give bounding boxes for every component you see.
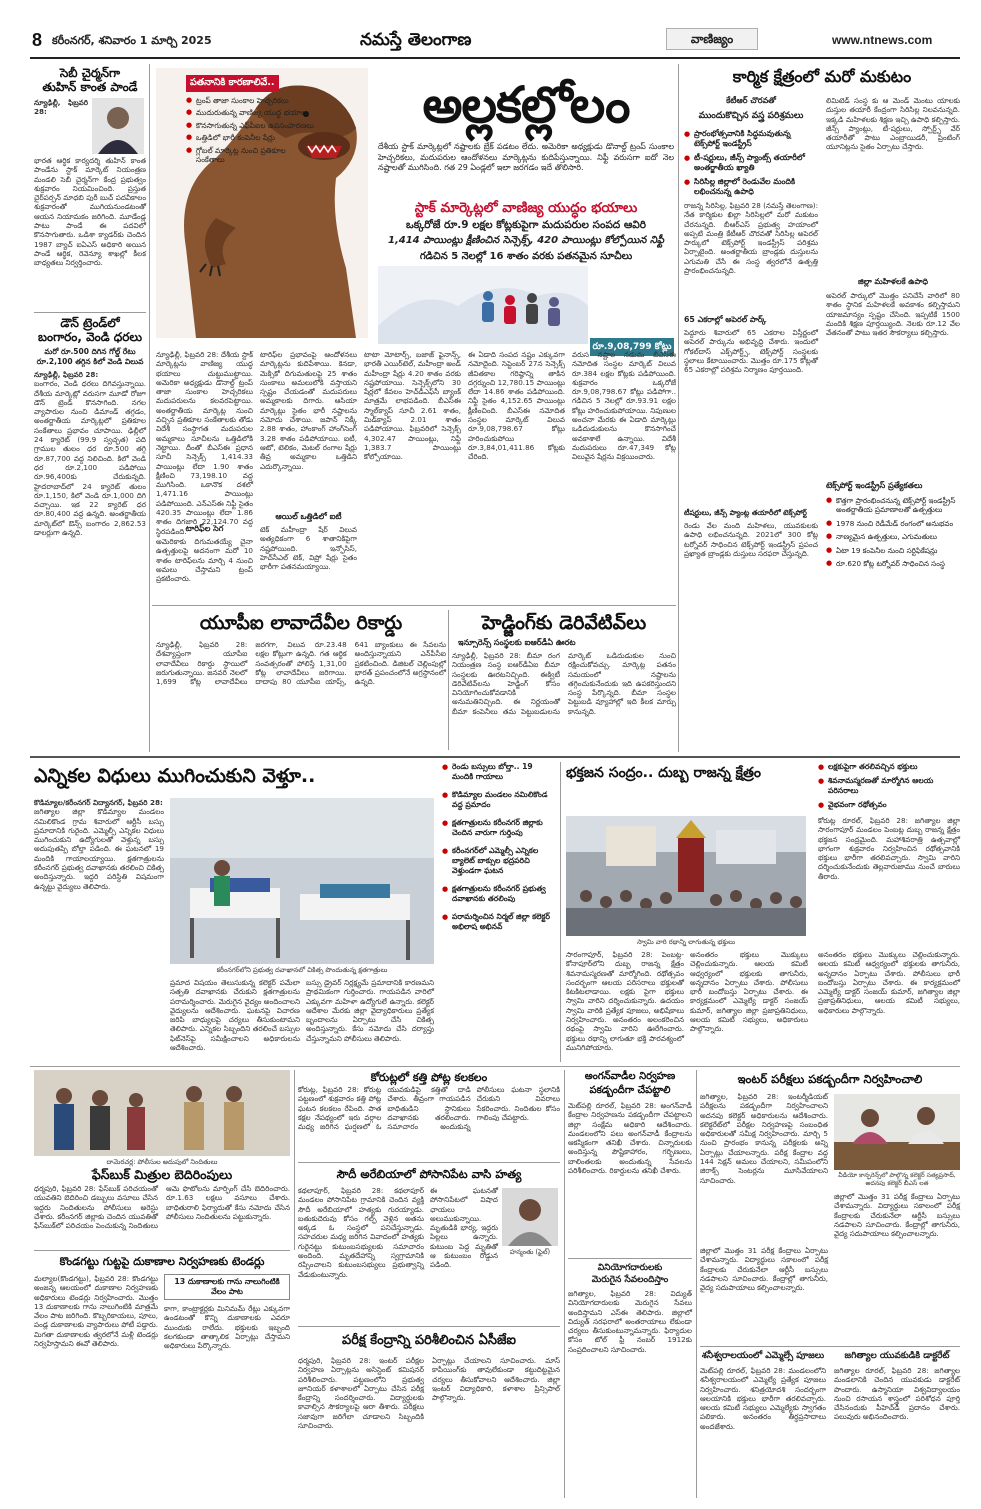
headline: సౌదీ అరేబియాలో పోసానిపేట వాసి హత్య [336, 1167, 522, 1181]
korutla-article [298, 1070, 560, 1160]
deck: స్టాక్ మార్కెట్లలో వాణిజ్య యుద్ధం భయాలు [414, 200, 638, 216]
procession-photo [566, 816, 806, 936]
highlight-item: ● రెండు బస్సులు బోల్తా.. 19 మందికి గాయాలు [442, 762, 556, 782]
headline: తుహిన్ కాంత పాండే [42, 80, 138, 94]
divider [564, 1070, 565, 1498]
reason-item: ● ట్రంప్ తాజా సుంకాల హెచ్చరికలు [186, 96, 316, 105]
highlights-list [684, 129, 818, 197]
elections-article [34, 762, 556, 1062]
website[interactable]: www.ntnews.com [832, 33, 933, 47]
article-body: రాజన్న సిరిసిల్ల, ఫిబ్రవరి 28 (నమస్తే తెలంగాణ): నేత కార్మికుల ఖిల్లా సిరిసిల్లలో మరో మకుటం చేరనున్నది. బీఆర్‌ఎస్ ప్రభుత్వ హయాంలో అప్పటి మంత్రి కేటీఆర్ చొరవతో సిరిసిల్ల అపెరల్ పార్కులో టెక్స్‌పోర్ట్ ఇండస్ట్రీస్ పరిశ్రమ ఏర్పాటైంది. అంతర్జాతీయ బ్రాండ్లకు దుస్తులను ఎగుమతి చేసే ఈ సంస్థ త్వరలోనే ఉత్పత్తి ప్రారంభించనున్నది. [684, 201, 818, 276]
feature-item: ● కొత్తగా ప్రారంభించనున్న టెక్స్‌పోర్ట్ ఇండస్ట్రీస్ అంతర్జాతీయ ప్రమాణాలతో ఉత్పత్తులు [826, 496, 960, 515]
divider [696, 1070, 697, 1498]
article-body: అపెరల్ పార్కులో మొత్తం పనిచేసే వారిలో 80 శాతం స్థానిక మహిళలకే అవకాశం కల్పిస్తామని యాజమాన్యం స్పష్టం చేసింది. ఇప్పటికే 1500 మందికి శిక్షణ పూర్తయ్యింది. నెలకు రూ.12 వేల వేతనంతో పాటు ఇతర సౌకర్యాలు కల్పిస్తారు. [826, 291, 960, 338]
dateline: కొడిమ్యాల/కరీంనగర్ విద్యానగర్, ఫిబ్రవరి 28: [34, 798, 163, 807]
column-text: అమెరికాకు దిగుమతయ్యే చైనా ఉత్పత్తులపై అదనంగా మరో 10 శాతం టారిఫ్‌లను మార్చి 4 నుంచి అమలు చేస్తామని ట్రంప్ ప్రకటించారు. [156, 537, 253, 584]
article-body: అనంతరం భక్తులు మొక్కులు చెల్లించుకున్నారు. ఆలయ కమిటీ ఆధ్వర్యంలో భక్తులకు తాగునీరు, అన్నదానం ఏర్పాటు చేశారు. పోలీసులు భారీ బందోబస్తు ఏర్పాటు చేశారు. ఈ కార్యక్రమంలో ఎమ్మెల్యే డాక్టర్ సంజయ్ కుమార్, జగిత్యాల జిల్లా ప్రజాప్రతినిధులు, ఆలయ కమిటీ సభ్యులు, అధికారులు పాల్గొన్నారు. [690, 950, 808, 1034]
article-body: సారంగాపూర్, ఫిబ్రవరి 28: పెంబట్ల-కోనాపూర్‌లోని దుబ్బ రాజన్న క్షేత్రం శివనామస్మరణతో మార్మోగింది. రథోత్సవం సందర్భంగా ఆలయ పరిసరాలు భక్తులతో కిటకిటలాడాయి. లక్షకు పైగా భక్తులు స్వామి వారిని దర్శించుకున్నారు. ఉదయం స్వామి వారికి ప్రత్యేక పూజలు, అభిషేకాలు నిర్వహించారు. అనంతరం అలంకరించిన రథంపై స్వామి వారిని ఊరేగించారు. భక్తులు రథాన్ని లాగుతూ భక్తి పారవశ్యంలో మునిగిపోయారు. [566, 950, 684, 1052]
main-headline: అల్లకల్లోలం [422, 76, 630, 134]
gold-article [34, 316, 146, 752]
highlight-item: ● కరీంనగర్‌లో ఎమ్మెల్సీ ఎన్నికల బ్యాలెట్ బాక్సుల భద్రపరిచి వెళ్తుండగా ఘటన [442, 846, 556, 876]
headline: ఇంటర్ పరీక్షలు పకడ్బందీగా నిర్వహించాలి [737, 1072, 923, 1086]
article-body: కోరుట్ల రూరల్, ఫిబ్రవరి 28: జగిత్యాల జిల్లా సారంగాపూర్ మండలం పెంబట్ల దుబ్బ రాజన్న క్షేత్రం భక్తజన సంద్రమైంది. మహాశివరాత్రి ఉత్సవాల్లో భాగంగా శుక్రవారం నిర్వహించిన రథోత్సవానికి భక్తులు భారీగా తరలివచ్చారు. స్వామి వారిని దర్శించుకునేందుకు తెల్లవారుజాము నుంచే బారులు తీరారు. [818, 816, 960, 881]
subhead: 65 ఎకరాల్లో అపెరల్ పార్క్ [684, 315, 767, 324]
subhead: టీషర్టులు, జీన్స్ ప్యాంట్ల తయారీలో టెక్స్‌పోర్ట్ [684, 508, 807, 517]
portrait-photo [92, 98, 144, 154]
sub-deck: గడిచిన 5 నెలల్లో 16 శాతం వరకు పతనమైన సూచీలు [419, 251, 633, 262]
subhead: జిల్లా మహిళలకే ఉపాధి [857, 277, 929, 286]
subhead: టారిఫ్‌ల సెగ [185, 524, 224, 533]
article-body: రెండు వేల మంది మహిళలు, యువకులకు ఉపాధి లభించనున్నది. 2021లో 300 కోట్ల టర్నోవర్ సాధించిన టెక్స్‌పోర్ట్ ఇండస్ట్రీస్ ప్రపంచ ప్రఖ్యాత బ్రాండ్లకు దుస్తులు సరఫరా చేస్తున్నది. [684, 521, 818, 558]
feature-item: ● రూ.620 కోట్ల టర్నోవర్ సాధించిన సంస్థ [826, 559, 960, 568]
upi-article [156, 610, 446, 752]
intro-text: దేశీయ స్టాక్ మార్కెట్లలో నష్టాలకు బ్రేక్ పడటం లేదు. అమెరికా అధ్యక్షుడు డొనాల్డ్ ట్రంప్ సుంకాల హెచ్చరికలు, మదుపరుల ఆందోళనలు మార్కెట్లను కుదిపేస్తున్నాయి. నిఫ్టీ వరుసగా ఐదో నెల నష్టాలతో ముగిసింది. గత 29 ఏండ్లలో ఇలా జరగడం ఇదే తొలిసారి. [378, 142, 674, 172]
article-body: ప్రమాద విషయం తెలుసుకున్న కలెక్టర్ పమేలా సత్పతి దవాఖానకు చేరుకుని క్షతగాత్రులను పరామర్శించారు. మెరుగైన వైద్యం అందించాలని వైద్యులను ఆదేశించారు. ఘటనపై విచారణ జరిపి బాధ్యులపై చర్యలు తీసుకుంటామని తెలిపారు. ఎన్నికల సిబ్బందిని తరలించే బస్సుల ఫిట్‌నెస్‌పై సమీక్షించాలని అధికారులను ఆదేశించారు. [170, 978, 300, 1053]
highlights-list [442, 762, 556, 932]
divider [678, 64, 679, 752]
hospital-photo [170, 798, 434, 964]
subheadline: జగిత్యాల యువకుడికి డాక్టరేట్ [844, 1351, 950, 1361]
article-body: జగిత్యాల, ఫిబ్రవరి 28: ఇంటర్మీడియట్ పరీక్షలను పకడ్బందీగా నిర్వహించాలని అదనపు కలెక్టర్ అధికారులను ఆదేశించారు. కలెక్టరేట్‌లో పరీక్షల నిర్వహణపై సంబంధిత అధికారులతో సమీక్ష నిర్వహించారు. మార్చి 5 నుంచి ప్రారంభం కానున్న పరీక్షలకు అన్ని ఏర్పాట్లు చేయాలన్నారు. పరీక్ష కేంద్రాల వద్ద 144 సెక్షన్ అమలు చేయాలని, సమీపంలోని జిరాక్స్ సెంటర్లను మూసివేయాలని సూచించారు. [700, 1092, 828, 1185]
article-body: మల్యాల(కొండగట్టు), ఫిబ్రవరి 28: కొండగట్టు అంజన్న ఆలయంలో దుకాణాల నిర్వహణకు అధికారులు టెండర్లు నిర్వహించారు. మొత్తం 13 దుకాణాలకు గాను నాలుగింటికి మాత్రమే వేలం పాట జరిగింది. కొబ్బరికాయలు, పూలు, పండ్ల దుకాణాలకు వ్యాపారులు పోటీ పడ్డారు. మిగతా దుకాణాలకు త్వరలోనే మళ్లీ టెండర్లు నిర్వహిస్తామని ఈవో తెలిపారు. [34, 1274, 158, 1349]
byline: కేటీఆర్ చొరవతో [726, 96, 776, 105]
highlight-item: ● లక్షకుపైగా తరలివచ్చిన భక్తులు [818, 762, 960, 772]
feature-item: ● 1978 నుంచి రెడీమేడ్ రంగంలో అనుభవం [826, 519, 960, 528]
divider [294, 1070, 295, 1250]
kondagattu-article [34, 1254, 290, 1498]
article-body: జగిత్యాల జిల్లా కొడిమ్యాల మండలం నమిలికొండ గ్రామ శివారులో ఆర్టీసీ బస్సు ప్రమాదానికి గురైంది. ఎమ్మెల్సీ ఎన్నికల విధులు ముగించుకుని ఉద్యోగులతో వెళ్తున్న బస్సు అదుపుతప్పి బోల్తా పడింది. ఈ ఘటనలో 19 మందికి గాయాలయ్యాయి. క్షతగాత్రులను కరీంనగర్ ప్రభుత్వ దవాఖానకు తరలించి చికిత్స అందిస్తున్నారు. ఇద్దరి పరిస్థితి విషమంగా ఉన్నట్టు వైద్యులు తెలిపారు. [34, 807, 164, 891]
headline: ఫేస్‌బుక్ మిత్రుల బెదిరింపులు [91, 1167, 233, 1182]
reason-item: ● గ్లోబల్ మార్కెట్ల నుంచి ప్రతికూల సంకేతాలు [186, 146, 316, 165]
reasons-list [186, 96, 316, 164]
sub-deck: 1,414 పాయింట్లు క్షీణించిన సెన్సెక్స్, 420 పాయింట్లు కోల్పోయిన నిఫ్టీ [387, 235, 664, 246]
divider [448, 610, 449, 750]
article-body: బస్సు డ్రైవర్ నిర్లక్ష్యమే ప్రమాదానికి కారణమని ప్రాథమికంగా గుర్తించారు. గాయపడిన వారిలో ఎక్కువగా మహిళా ఉద్యోగులే ఉన్నారు. కలెక్టర్ ఆదేశాల మేరకు జిల్లా వైద్యాధికారులు ప్రత్యేక బృందాలను ఏర్పాటు చేసి చికిత్స అందిస్తున్నారు. కేసు నమోదు చేసి దర్యాప్తు చేస్తున్నామని పోలీసులు తెలిపారు. [306, 978, 434, 1043]
article-body: అనంతరం భక్తులు మొక్కులు చెల్లించుకున్నారు. ఆలయ కమిటీ ఆధ్వర్యంలో భక్తులకు తాగునీరు, అన్నదానం ఏర్పాటు చేశారు. పోలీసులు భారీ బందోబస్తు ఏర్పాటు చేశారు. ఈ కార్యక్రమంలో ఎమ్మెల్యే డాక్టర్ సంజయ్ కుమార్, జగిత్యాల జిల్లా ప్రజాప్రతినిధులు, ఆలయ కమిటీ సభ్యులు, అధికారులు పాల్గొన్నారు. [818, 950, 960, 1015]
divider [298, 1162, 560, 1163]
article-body: ధర్మపురి, ఫిబ్రవరి 28: ఫేస్‌బుక్ పరిచయంతో యువతిని బెదిరించి డబ్బులు వసూలు చేసిన ఇద్దరు నిందితులను పోలీసులు అరెస్టు చేశారు. కరీంనగర్ జిల్లాకు చెందిన యువతితో ఫేస్‌బుక్‌లో పరిచయం పెంచుకున్న నిందితులు ఆమె ఫొటోలను మార్ఫింగ్ చేసి బెదిరించారు. రూ.1.63 లక్షలు వసూలు చేశారు. బాధితురాలి ఫిర్యాదుతో కేసు నమోదు చేసిన పోలీసులు నిందితులను పట్టుకున్నారు. [34, 1184, 290, 1231]
subheadline: 13 దుకాణాలకు గాను నాలుగింటికి వేలం పాట [164, 1274, 290, 1300]
divider [152, 605, 676, 606]
reason-item: ● ఒత్తిడిలో భారీ కంపెనీల షేర్లు [186, 133, 316, 142]
features-list [826, 496, 960, 568]
saudi-article [298, 1166, 560, 1326]
divider [34, 312, 146, 313]
headline: బంగారం, వెండి ధరలు [38, 330, 142, 344]
date-line: కరీంనగర్, శనివారం 1 మార్చి 2025 [52, 34, 212, 47]
divider [34, 1250, 290, 1251]
subheadline: శనీశ్వరాలయంలో ఎమ్మెల్సే పూజలు [701, 1351, 825, 1361]
header-rule [30, 57, 960, 59]
masthead: నమస్తే తెలంగాణ [360, 30, 472, 50]
sub-deck: ఒక్కరోజే రూ.9 లక్షల కోట్లకుపైగా మదుపరుల సంపద ఆవిరి [406, 219, 646, 231]
article-body: కాగా, కాంట్రాక్టర్లకు మినిమమ్ రేట్లు ఎక్కువగా ఉండటంతో కొన్ని దుకాణాలకు ఎవరూ ముందుకు రాలేదు. భక్తులకు ఇబ్బంది కలగకుండా తాత్కాలిక ఏర్పాట్లు చేస్తామని అధికారులు పేర్కొన్నారు. [164, 1304, 290, 1351]
headline: కార్మిక క్షేత్రంలో మరో మకుటం [732, 67, 912, 86]
article-body: ఏర్పాట్లు చేయాలని సూచించారు. మాస్ కాపీయింగ్‌కు తావులేకుండా కట్టుదిట్టమైన చర్యలు తీసుకోవాలని ఆదేశించారు. జిల్లా ఇంటర్ విద్యాధికారి, కళాశాల ప్రిన్సిపాల్ పాల్గొన్నారు. [432, 1356, 560, 1403]
column-text: టారిఫ్‌ల ప్రభావంపై ఆందోళనలు మార్కెట్లను కుదిపేశాయి. కెనడా, మెక్సికో దిగుమతులపై 25 శాతం సుంకాలు అమలులోకి వస్తాయని స్పష్టం చేయడంతో మదుపరులు అమ్మకాలకు దిగారు. ఆసియా మార్కెట్లు సైతం భారీ నష్టాలను నమోదు చేశాయి. జపాన్ నిక్కీ 2.88 శాతం, హాంకాంగ్ హాంగ్‌సెంగ్ 3.28 శాతం పడిపోయాయి. ఐటీ, ఆటో, టెలికం, మెటల్ రంగాల షేర్లు తీవ్ర అమ్మకాల ఒత్తిడిని ఎదుర్కొన్నాయి. [260, 350, 357, 471]
subheadline: మరో రూ.500 దిగిన గోల్డ్ రేటు [44, 347, 136, 356]
meeting-photo [834, 1094, 960, 1170]
photo-caption: దామెరచర్ల: పోలీసుల అదుపులో నిందితులు [106, 1158, 218, 1166]
article-body: లిమిటెడ్ సంస్థ కు ఆ మెండ్ మెంటు యాలకు దుస్తుల తయారీ కేంద్రంగా సిరిసిల్ల నిలవనున్నది. ఇక్కడి మహిళలకు శిక్షణ ఇచ్చి ఉపాధి కల్పిస్తారు. జీన్స్ ప్యాంట్లు, టీ-షర్టులు, స్పోర్ట్స్ వేర్ తయారీతో పాటు ఎంబ్రాయిడరీ, ప్రింటింగ్ యూనిట్లను సైతం ఏర్పాటు చేస్తారు. [826, 96, 960, 152]
dateline: న్యూఢిల్లీ, ఫిబ్రవరి 28: [34, 98, 88, 117]
subhead: ఆయిల్ ఒత్తిడిలో ఐటీ [275, 512, 342, 521]
divider [30, 756, 960, 758]
highlights-box [442, 762, 556, 1058]
dateline: న్యూఢిల్లీ, ఫిబ్రవరి 28: [34, 370, 99, 379]
article-body: జిల్లాలో మొత్తం 31 పరీక్ష కేంద్రాలు ఏర్పాటు చేశామన్నారు. విద్యార్థులు సకాలంలో పరీక్ష కేంద్రాలకు చేరుకునేలా ఆర్టీసీ బస్సులు నడపాలని సూచించారు. కేంద్రాల్లో తాగునీరు, వైద్య సదుపాయాలు కల్పించాలన్నారు. [700, 1246, 828, 1293]
column-text: వరుస నష్టాల నడుమ బీఎస్‌ఈ నమోదిత సంస్థల మార్కెట్ విలువ రూ.384 లక్షల కోట్లకు పడిపోయింది. శుక్రవారం ఒక్కరోజే రూ.9,08,798.67 కోట్లు పడిపోగా.. గడిచిన 5 నెలల్లో రూ.93.91 లక్షల కోట్లు హరించుకుపోయాయి. నిపుణుల అంచనా మేరకు ఈ ఏడాది మార్కెట్లు ఒడిదుడుకులను కొనసాగించే అవకాశాలే ఉన్నాయి. విదేశీ మదుపరులు రూ.47,349 కోట్ల విలువైన షేర్లను విక్రయించారు. [572, 350, 676, 462]
headline: భక్తజన సంద్రం.. దుబ్బ రాజన్న క్షేత్రం [566, 765, 761, 781]
divider [560, 762, 561, 1062]
article-body: జిల్లాలో మొత్తం 31 పరీక్ష కేంద్రాలు ఏర్పాటు చేశామన్నారు. విద్యార్థులు సకాలంలో పరీక్ష కేంద్రాలకు చేరుకునేలా ఆర్టీసీ బస్సులు నడపాలని సూచించారు. కేంద్రాల్లో తాగునీరు, వైద్య సదుపాయాలు కల్పించాలన్నారు. [834, 1192, 960, 1239]
photo-caption: కరీంనగర్‌లోని ప్రభుత్వ దవాఖానలో చికిత్స పొందుతున్న క్షతగాత్రులు [216, 966, 388, 974]
reasons-title: పతనానికి కారణాలివే.. [186, 75, 279, 92]
photo-caption: హన్మంతు (ఫైల్) [509, 1248, 551, 1256]
subheadline: ఇన్సూరెన్స్ సంస్థలకు ఐఆర్‌డీఏ ఊరట [458, 638, 576, 647]
devotees-article [566, 762, 960, 1066]
photo-caption: వీడియో కాన్ఫరెన్స్‌లో పాల్గొన్న కలెక్టర్ సత్యప్రసాద్, అదనపు కలెక్టర్ బీఎస్ లత [838, 1172, 956, 1187]
headline: ఎన్నికల విధులు ముగించుకుని వెళ్తూ.. [34, 765, 316, 787]
hedging-article [452, 610, 676, 752]
highlight-item: ● క్షతగాత్రులను కరీంనగర్ జిల్లాకు చెందిన వారుగా గుర్తింపు [442, 818, 556, 838]
article-body: జగిత్యాల రూరల్, ఫిబ్రవరి 28: జగిత్యాల మండలానికి చెందిన యువకుడు డాక్టరేట్ పొందారు. ఉస్మానియా విశ్వవిద్యాలయం నుంచి రసాయన శాస్త్రంలో పరిశోధన పూర్తి చేసినందుకు పీహెచ్‌డీ ప్రదానం చేశారు. పలువురు అభినందించారు. [834, 1366, 960, 1422]
highlight-item: ● క్షతగాత్రులను కరీంనగర్ ప్రభుత్వ దవాఖానకు తరలింపు [442, 884, 556, 904]
article-body: కోరుట్ల, ఫిబ్రవరి 28: కోరుట్ల పట్టణంలో శుక్రవారం కత్తి పోట్ల ఘటన కలకలం రేపింది. పాత కక్షల నేపథ్యంలో ఇరు వర్గాల మధ్య జరిగిన ఘర్షణలో ఓ యువకుడిపై కత్తితో దాడి చేశారు. తీవ్రంగా గాయపడిన బాధితుడిని స్థానికులు దవాఖానకు తరలించారు. సమాచారం అందుకున్న పోలీసులు ఘటనా స్థలానికి చేరుకుని వివరాలు సేకరించారు. నిందితుల కోసం గాలింపు చేపట్టారు. [298, 1085, 560, 1132]
divider [568, 1258, 692, 1259]
headline: సెబీ చైర్మన్‌గా [59, 66, 121, 80]
victim-photo [502, 1188, 558, 1246]
divider [30, 1066, 960, 1067]
highlight-item: ● ప్రారంభోత్సవానికి సిద్ధమవుతున్న టెక్స్‌పోర్ట్ ఇండస్ట్రీస్ [684, 129, 818, 149]
article-body: జగిత్యాల, ఫిబ్రవరి 28: విద్యుత్ వినియోగదారులకు మెరుగైన సేవలు అందిస్తామని ఎస్ఈ తెలిపారు. జిల్లాలో విద్యుత్ సరఫరాలో అంతరాయాలు లేకుండా చర్యలు తీసుకుంటున్నామన్నారు. ఫిర్యాదుల కోసం టోల్ ఫ్రీ నంబర్ 1912కు సంప్రదించాలని సూచించారు. [568, 1289, 692, 1354]
article-body: బంగారం, వెండి ధరలు దిగివస్తున్నాయి. దేశీయ మార్కెట్లో వరుసగా మూడో రోజూ డౌన్ ట్రెండ్ కొనసాగింది. నగల వ్యాపారుల నుంచి డిమాండ్ తగ్గడం, అంతర్జాతీయ మార్కెట్లలో ప్రతికూల సంకేతాలు ప్రభావం చూపాయి. ఢిల్లీలో 24 క్యారెట్ (99.9 స్వచ్ఛత) పది గ్రాముల తులం ధర రూ.500 తగ్గి రూ.87,700 వద్ద నిలిచింది. కిలో వెండి ధర రూ.2,100 పడిపోయి రూ.96,400కు చేరుకున్నది. హైదరాబాద్‌లో 24 క్యారెట్ తులం రూ.1,150, కిలో వెండి రూ.1,000 దిగి వచ్చాయి. ఇక 22 క్యారెట్ ధర రూ.80,400 వద్ద ఉన్నది. అంతర్జాతీయ మార్కెట్‌లో ఔన్స్ బంగారం 2,862.53 డాలర్లుగా ఉన్నది. [34, 379, 146, 538]
highlight-item: ● కొడిమ్యాల మండలం నమిలికొండ వద్ద ప్రమాదం [442, 790, 556, 810]
article-body: ఈ ఘటనతో పోసానిపేటలో విషాద ఛాయలు అలుముకున్నాయి. మృతుడికి భార్య, ఇద్దరు పిల్లలు ఉన్నారు. కుటుంబ పెద్ద మృతితో ఆ కుటుంబం రోడ్డున పడింది. [430, 1186, 498, 1270]
article-body: న్యూఢిల్లీ, ఫిబ్రవరి 28: దేశవ్యాప్తంగా యూపీఐ లావాదేవీలు రికార్డు స్థాయిలో జరుగుతున్నాయి. జనవరి నెలలో 1,699 కోట్ల లావాదేవీలు జరగగా, విలువ రూ.23.48 లక్షల కోట్లుగా ఉన్నది. గత ఆర్థిక సంవత్సరంతో పోలిస్తే 1,31,00 కోట్ల లావాదేవీలు జరిగాయి. దాదాపు 80 యూపీఐ యాప్స్, 641 బ్యాంకులు ఈ సేవలను అందిస్తున్నాయని ఎన్‌పీసీఐ ప్రకటించింది. డిజిటల్ చెల్లింపుల్లో భారత్ ప్రపంచంలోనే అగ్రస్థానంలో ఉన్నది. [156, 640, 446, 687]
highlight-item: ● పరామర్శించిన నిర్మల్ జిల్లా కలెక్టర్ అభిలాష అభినవ్ [442, 912, 556, 932]
headline: పకడ్బందీగా చేపట్టాలి [589, 1085, 671, 1096]
divider [298, 1326, 560, 1327]
article-body: మెట్‌పల్లి రూరల్, ఫిబ్రవరి 28: మండలంలోని శనీశ్వరాలయంలో ఎమ్మెల్యే ప్రత్యేక పూజలు నిర్వహించారు. శనిత్రయోదశి సందర్భంగా ఆలయానికి భక్తులు భారీగా తరలివచ్చారు. ఆలయ కమిటీ సభ్యులు ఎమ్మెల్యేకు స్వాగతం పలికారు. అనంతరం తీర్థప్రసాదాలు అందజేశారు. [700, 1366, 826, 1431]
subhead: టెక్స్‌పోర్ట్ ఇండస్ట్రీస్ ప్రత్యేకతలు [826, 481, 923, 490]
highlight-item: ● సిరిసిల్ల జిల్లాలో రెండువేల మందికి లభించనున్న ఉపాధి [684, 177, 818, 197]
reason-item: ● ముదురుతున్న వాణిజ్య యుద్ధ భయాలు [186, 108, 316, 117]
reasons-box [186, 70, 316, 242]
subheadline: ముందుకొచ్చిన వస్త్ర పరిశ్రమలు [698, 111, 804, 121]
devotees-bullets [818, 762, 960, 814]
highlight-item: ● శివనామస్మరణతో మార్మోగిన ఆలయ పరిసరాలు [818, 776, 960, 796]
divider [149, 64, 150, 752]
section-tag [666, 28, 758, 50]
article-body: మెట్‌పల్లి రూరల్, ఫిబ్రవరి 28: అంగన్‌వాడీ కేంద్రాల నిర్వహణను పకడ్బందీగా చేపట్టాలని జిల్లా సంక్షేమ అధికారి ఆదేశించారు. మండలంలోని పలు అంగన్‌వాడీ కేంద్రాలను ఆకస్మికంగా తనిఖీ చేశారు. చిన్నారులకు అందిస్తున్న పౌష్టికాహారం, గర్భిణులు, బాలింతలకు అందుతున్న సేవలను పరిశీలించారు. రికార్డులను తనిఖీ చేశారు. [568, 1101, 692, 1176]
headline: కొండగట్టు గుట్టపై దుకాణాల నిర్వహణకు టెండర్లు [59, 1255, 265, 1268]
loss-amount: రూ.9,08,799 కోట్లు [592, 342, 672, 352]
headline: హెడ్జింగ్‌కు డెరివేటివ్‌లు [481, 612, 647, 634]
subheadline: వినియోగదారులకు [597, 1263, 663, 1273]
headline: పరీక్ష కేంద్రాన్ని పరిశీలించిన ఏసీజేఐ [342, 1333, 516, 1348]
highlights-list [818, 762, 960, 810]
exam-centre-article [298, 1330, 560, 1498]
headline: అంగన్‌వాడీల నిర్వహణ [584, 1071, 676, 1082]
page-number: 8 [32, 30, 43, 50]
crown-article [684, 66, 960, 752]
column-text: న్యూఢిల్లీ, ఫిబ్రవరి 28: దేశీయ స్టాక్ మార్కెట్లను వాణిజ్య యుద్ధ భయాలు చుట్టుముట్టాయి. అమెరికా అధ్యక్షుడు డొనాల్డ్ ట్రంప్ తాజా సుంకాల హెచ్చరికలు మదుపరులను కలవరపెట్టాయి. అంతర్జాతీయ మార్కెట్ల నుంచి వచ్చిన ప్రతికూల సంకేతాలకు తోడు విదేశీ సంస్థాగత మదుపరుల అమ్మకాలు సూచీలను ఒత్తిడిలోకి నెట్టాయి. దీంతో బీఎస్‌ఈ ప్రధాన సూచీ సెన్సెక్స్ 1,414.33 పాయింట్లు లేదా 1.90 శాతం క్షీణించి 73,198.10 వద్ద ముగిసింది. ఒకానొక దశలో 1,471.16 పాయింట్లు పడిపోయింది. ఎన్‌ఎస్‌ఈ నిఫ్టీ సైతం 420.35 పాయింట్లు లేదా 1.86 శాతం దిగజారి 22,124.70 వద్ద స్థిరపడింది. [156, 350, 253, 536]
subheadline: మెరుగైన సేవలందిస్తాం [591, 1275, 669, 1285]
facebook-article [34, 1070, 290, 1248]
highlight-item: ● టీ-షర్టులు, జీన్స్ ప్యాంట్స్ తయారీలో అంతర్జాతీయ ఖ్యాతి [684, 153, 818, 173]
article-body: కథలాపూర్, ఫిబ్రవరి 28: కథలాపూర్ మండలం పోసానిపేట గ్రామానికి చెందిన వ్యక్తి సౌదీ అరేబియాలో హత్యకు గురయ్యాడు. బతుకుదెరువు కోసం గల్ఫ్ వెళ్లిన అతను అక్కడ ఓ సంస్థలో పనిచేస్తున్నాడు. సహచరుల మధ్య జరిగిన వివాదంలో హత్యకు గురైనట్టు కుటుంబసభ్యులకు సమాచారం అందింది. మృతదేహాన్ని స్వగ్రామానికి రప్పించాలని కుటుంబసభ్యులు ప్రభుత్వాన్ని వేడుకుంటున్నారు. [298, 1186, 424, 1279]
headline: యూపీఐ లావాదేవీల రికార్డు [199, 612, 403, 634]
market-columns [156, 350, 676, 598]
divider [700, 1346, 960, 1347]
inter-exams-article [700, 1070, 960, 1498]
headline: కోరుట్లలో కత్తి పోట్ల కలకలం [370, 1071, 488, 1084]
subheadline: రూ.2,100 తగ్గిన కిలో వెండి విలువ [36, 357, 144, 366]
page-header [0, 0, 981, 66]
feature-item: ● ఏటా 19 కంపెనీల నుంచి సర్టిఫికేషన్లు [826, 546, 960, 555]
highlight-item: ● వైభవంగా రథోత్సవం [818, 800, 960, 810]
police-photo [34, 1070, 290, 1156]
column-text: టెక్ మహీంద్రా షేర్ విలువ అత్యధికంగా 6 శాతానికిపైగా నష్టపోయింది. ఇన్ఫోసిస్, హెచ్‌సీఎల్ టెక్, విప్రో షేర్లు సైతం భారీగా పతనమయ్యాయి. [260, 525, 357, 572]
article-body: భారత ఆర్థిక కార్యదర్శి తుహిన్ కాంత పాండేను స్టాక్ మార్కెట్ నియంత్రణ మండలి సెబీ చైర్మన్‌గా కేంద్ర ప్రభుత్వం శుక్రవారం నియమించింది. ప్రస్తుత చైర్‌పర్సన్ మాధబి పురీ బుచ్ పదవీకాలం శుక్రవారంతో ముగియనుండటంతో ఆయన నియామకం జరిగింది. మూడేండ్ల పాటు పాండే ఈ పదవిలో కొనసాగుతారు. ఒడిశా క్యాడర్‌కు చెందిన 1987 బ్యాచ్ ఐఏఎస్ అధికారి అయిన పాండే ఆర్థిక, రెవెన్యూ శాఖల్లో కీలక బాధ్యతలు నిర్వర్తించారు. [34, 156, 146, 268]
reason-item: ● కొనసాగుతున్న ఎఫ్‌పీఐల ఉపసంహరణలు [186, 121, 316, 130]
section-label: వాణిజ్యం [690, 32, 734, 46]
column-text: ఈ ఏడాది సంపద నష్టం ఎక్కువగా నమోదైంది. సెప్టెంబర్ 27న సెన్సెక్స్ జీవితకాల గరిష్ఠాన్ని తాకిన దగ్గర్నుంచి 12,780.15 పాయింట్లు లేదా 14.86 శాతం పడిపోయింది. నిఫ్టీ సైతం 4,152.65 పాయింట్లు క్షీణించింది. బీఎస్‌ఈ నమోదిత సంస్థల మార్కెట్ విలువ రూ.9,08,798.67 కోట్లు హరించుకుపోయి రూ.3,84,01,411.86 కోట్లకు చేరింది. [468, 350, 565, 462]
headline: డౌన్ ట్రెండ్‌లో [60, 316, 120, 330]
article-body: పెద్దూరు శివారులో 65 ఎకరాల విస్తీర్ణంలో అపెరల్ పార్కును అభివృద్ధి చేశారు. ఇందులో గోకల్‌దాస్ ఎక్స్‌పోర్ట్స్, టెక్స్‌పోర్ట్ సంస్థలకు స్థలాలు కేటాయించారు. మొత్తం రూ.175 కోట్లతో 65 ఎకరాల్లో పరిశ్రమ నిర్మాణం పూర్తయింది. [684, 328, 818, 375]
photo-caption: స్వామి వారి రథాన్ని లాగుతున్న భక్తులు [636, 938, 736, 946]
anganwadi-article [568, 1070, 692, 1498]
market-crowd-illustration [378, 266, 588, 344]
sebi-article [34, 66, 146, 306]
feature-item: ● నాణ్యమైన ఉత్పత్తులు, ఎగుమతులు [826, 532, 960, 541]
article-body: ధర్మపురి, ఫిబ్రవరి 28: ఇంటర్ పరీక్షల నిర్వహణ ఏర్పాట్లను అసిస్టెంట్ కమిషనర్ పరిశీలించారు. పట్టణంలోని ప్రభుత్వ జూనియర్ కళాశాలలో ఏర్పాటు చేసిన పరీక్ష కేంద్రాన్ని సందర్శించారు. విద్యార్థులకు కావాల్సిన సౌకర్యాలపై ఆరా తీశారు. పరీక్షలు సజావుగా జరిగేలా చూడాలని సిబ్బందికి సూచించారు. [298, 1356, 424, 1431]
article-body: న్యూఢిల్లీ, ఫిబ్రవరి 28: బీమా రంగ నియంత్రణ సంస్థ ఐఆర్‌డీఏఐ బీమా సంస్థలకు ఊరటనిచ్చింది. ఈక్విటీ డెరివేటివ్‌లను హెడ్జింగ్ కోసం వినియోగించుకోవడానికి అనుమతినిచ్చింది. ఈ నిర్ణయంతో బీమా కంపెనీలు తమ పెట్టుబడులను మార్కెట్ ఒడిదుడుకుల నుంచి రక్షించుకోవచ్చు. మార్కెట్ల పతనం సమయంలో నష్టాలను తగ్గించుకునేందుకు ఇది ఉపకరిస్తుందని సంస్థ పేర్కొన్నది. బీమా సంస్థల పెట్టుబడి వ్యూహాల్లో ఇది కీలక మార్పు కానున్నది. [452, 651, 676, 716]
column-text: టాటా మోటార్స్, బజాజ్ ఫైనాన్స్, భారతీ ఎయిర్‌టెల్, మహీంద్రా అండ్ మహీంద్రా షేర్లు 4.20 శాతం వరకు నష్టపోయాయి. సెన్సెక్స్‌లోని 30 షేర్లలో కేవలం హెచ్‌డీఎఫ్‌సీ బ్యాంక్ మాత్రమే లాభపడింది. బీఎస్‌ఈ స్మాల్‌క్యాప్ సూచీ 2.61 శాతం, మిడ్‌క్యాప్ 2.01 శాతం పడిపోయాయి. ఫిబ్రవరిలో సెన్సెక్స్ 4,302.47 పాయింట్లు, నిఫ్టీ 1,383.7 పాయింట్లు కోల్పోయాయి. [364, 350, 461, 462]
